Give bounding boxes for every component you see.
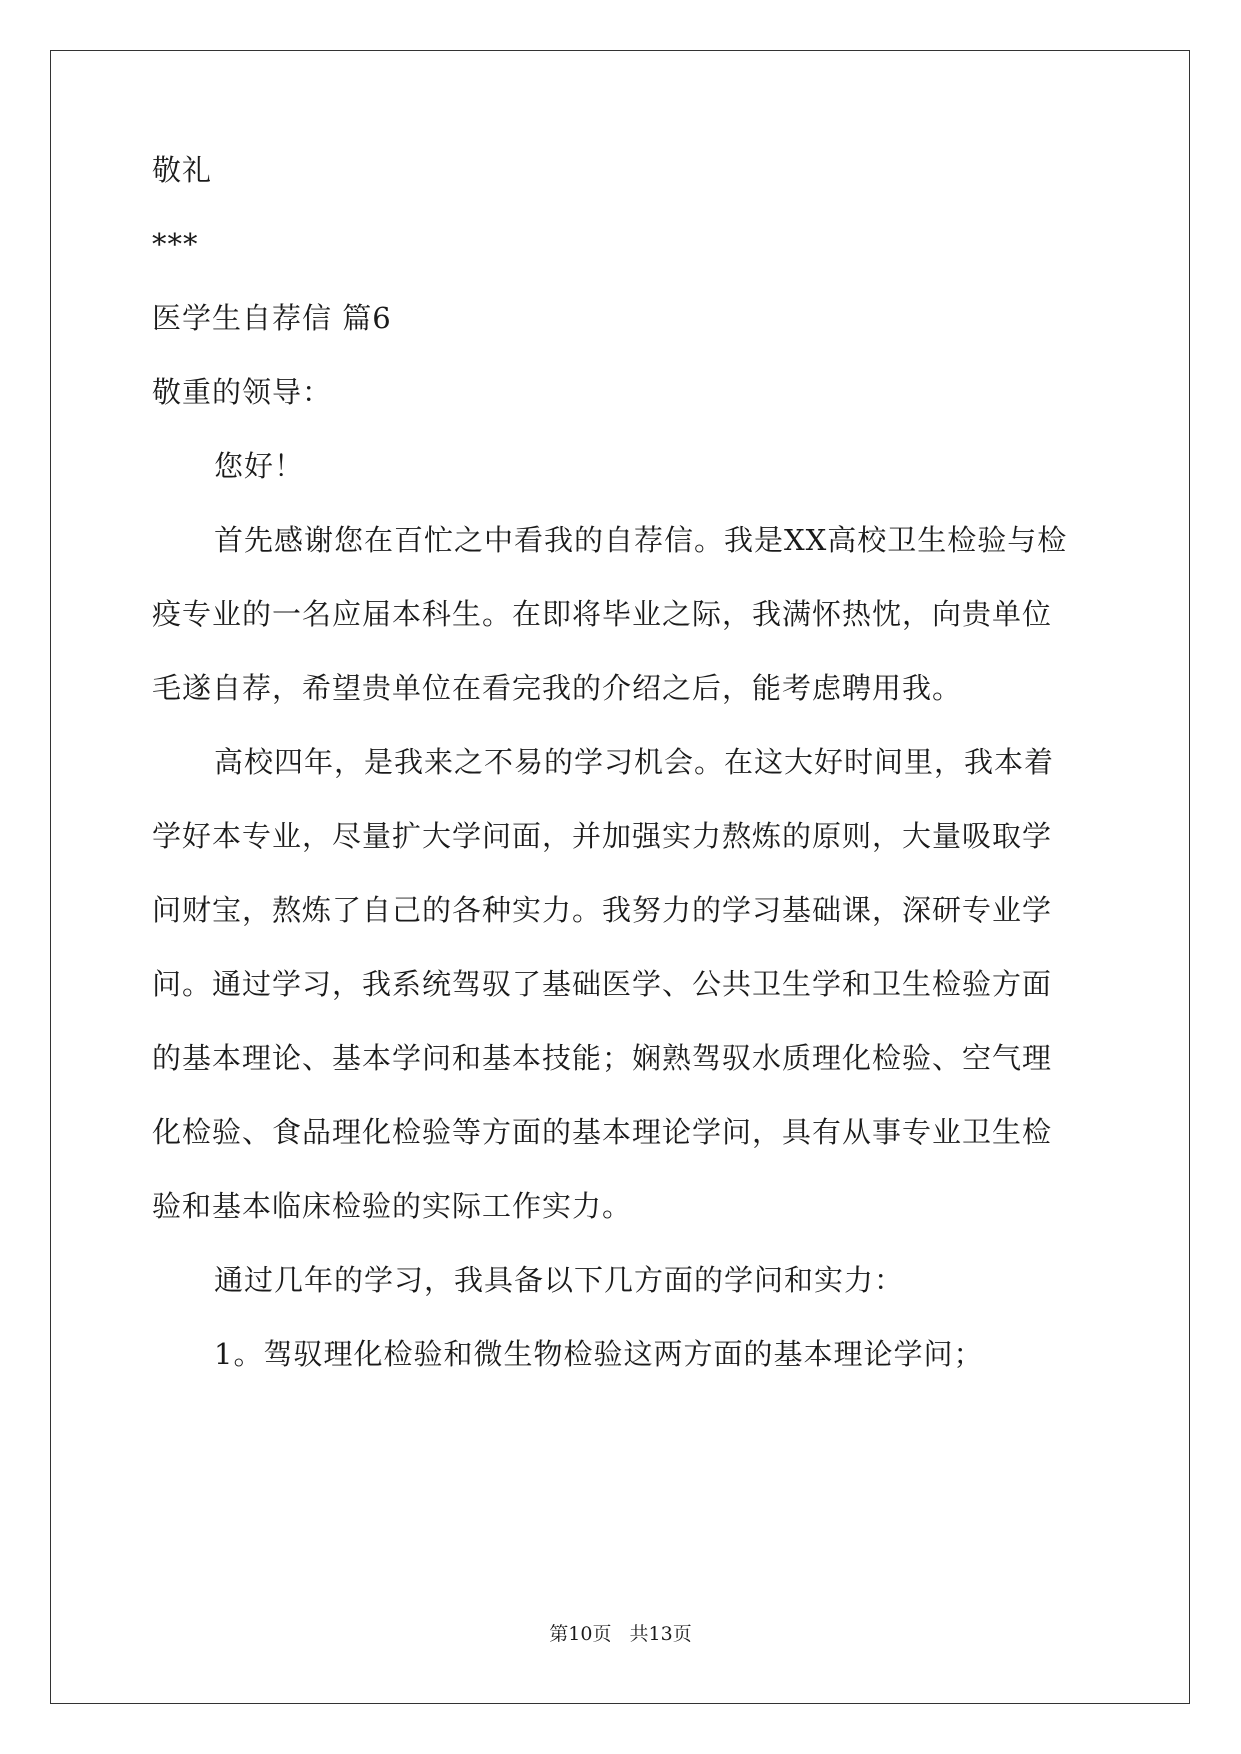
paragraph-line: 高校四年，是我来之不易的学习机会。在这大好时间里，我本着: [214, 745, 1055, 779]
section-title: 医学生自荐信 篇6: [152, 301, 392, 335]
list-item: 1。驾驭理化检验和微生物检验这两方面的基本理论学问；: [214, 1337, 984, 1371]
paragraph-line: 的基本理论、基本学问和基本技能；娴熟驾驭水质理化检验、空气理: [152, 1041, 1053, 1075]
paragraph-line: 毛遂自荐，希望贵单位在看完我的介绍之后，能考虑聘用我。: [152, 671, 963, 705]
paragraph-line: 疫专业的一名应届本科生。在即将毕业之际，我满怀热忱，向贵单位: [152, 597, 1053, 631]
paragraph-line: 化检验、食品理化检验等方面的基本理论学问，具有从事专业卫生检: [152, 1115, 1053, 1149]
letter-greeting: 敬重的领导：: [152, 375, 333, 409]
paragraph-line: 验和基本临床检验的实际工作实力。: [152, 1189, 633, 1223]
paragraph-line: 首先感谢您在百忙之中看我的自荐信。我是XX高校卫生检验与检: [214, 523, 1068, 557]
closing-salutation: 敬礼: [152, 153, 213, 187]
paragraph-line: 学好本专业，尽量扩大学问面，并加强实力熬炼的原则，大量吸取学: [152, 819, 1053, 853]
page-number-current: 第10页: [549, 1623, 612, 1645]
paragraph-line: 问财宝，熬炼了自己的各种实力。我努力的学习基础课，深研专业学: [152, 893, 1053, 927]
closing-signature: ***: [152, 227, 199, 261]
page-footer: [0, 1622, 1241, 1646]
paragraph-line: 问。通过学习，我系统驾驭了基础医学、公共卫生学和卫生检验方面: [152, 967, 1053, 1001]
letter-hello: 您好！: [214, 449, 305, 483]
paragraph-line: 通过几年的学习，我具备以下几方面的学问和实力：: [214, 1263, 905, 1297]
page-number-total: 共13页: [629, 1623, 692, 1645]
